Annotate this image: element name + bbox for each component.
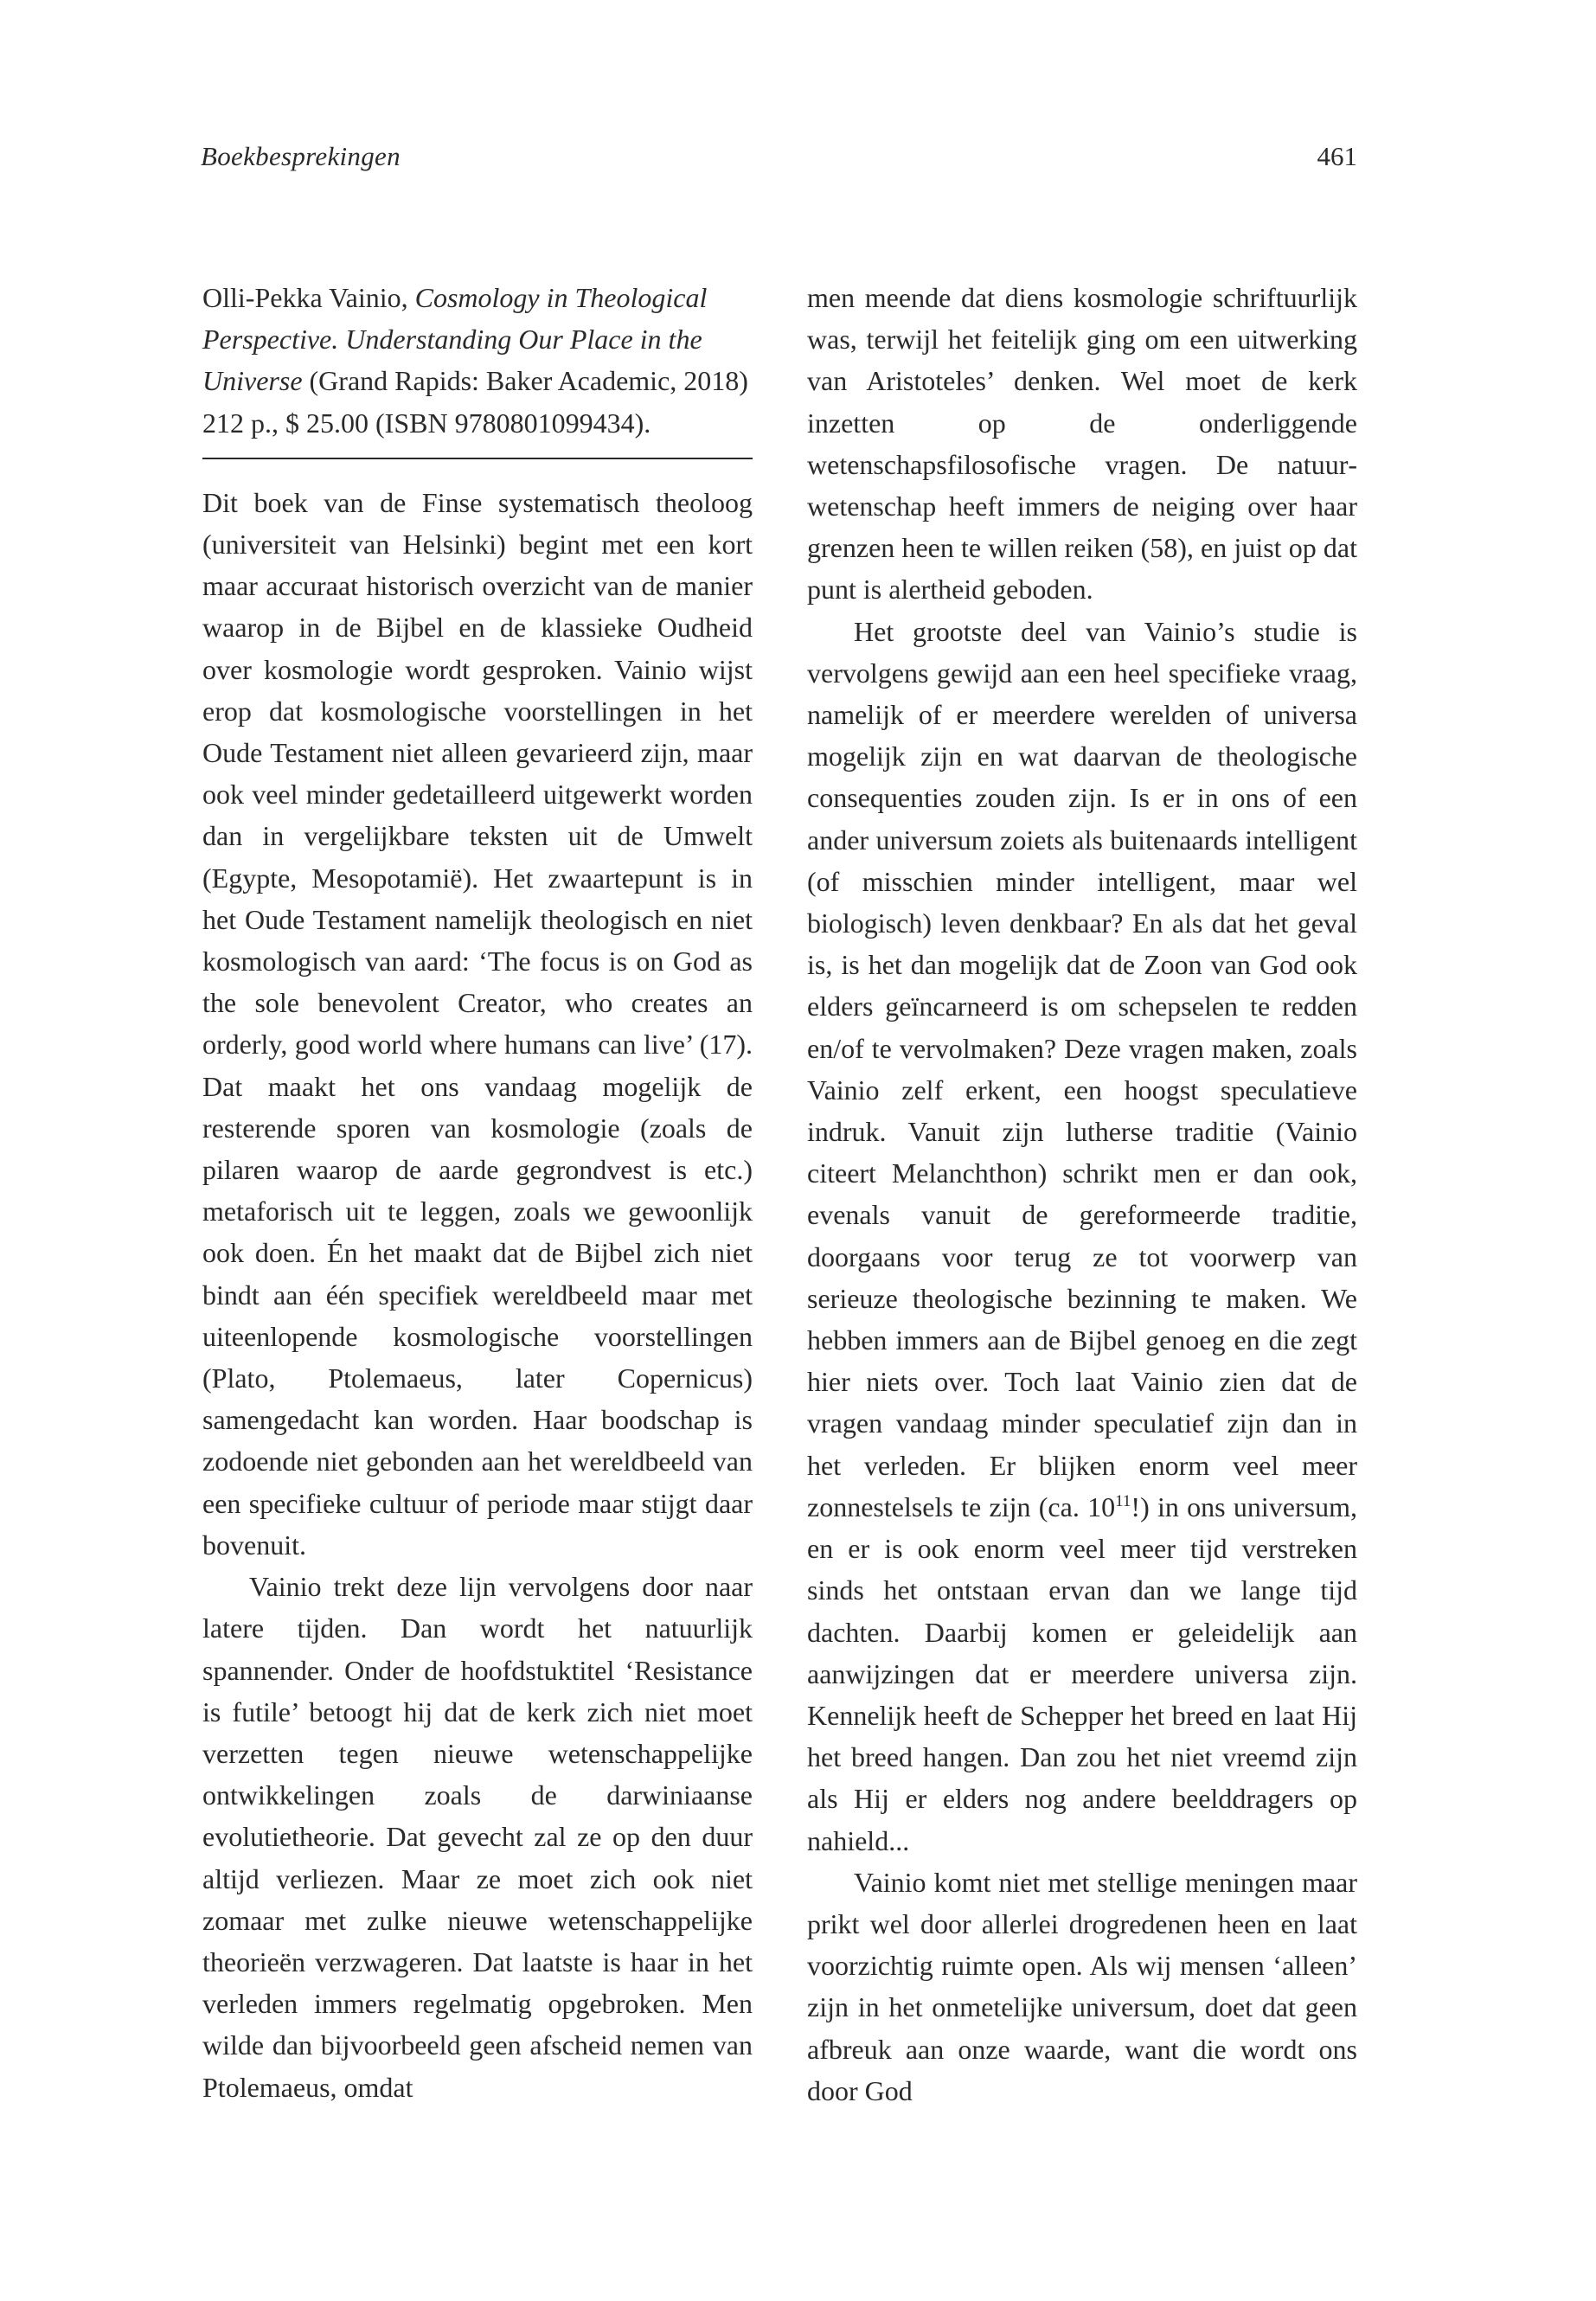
paragraph-4-text-b: !) in ons universum, en er is ook enorm veel meer tijd verstreken sinds het ontstaan ervan dan we lange tijd dachten. Daarbij komen er geleidelijk aan aanwijzingen dat er meerdere universa zijn. Kennelijk heeft de Schepper het breed en laat Hij het breed hangen. Dan zou het niet vreemd zijn als Hij er elders nog andere beelddragers op nahield... <box>807 1490 1357 1856</box>
review-paragraph-2: Vainio trekt deze lijn vervolgens door naar latere tijden. Dan wordt het natuurlijk spannender. Onder de hoofdstuktitel ‘Resistance is futile’ betoogt hij dat de kerk zich niet moet verzetten tegen nieuwe wetenschappelijke ontwikkelingen zoals de darwiniaanse evolutietheorie. Dat gevecht zal ze op den duur altijd verliezen. Maar ze moet zich ook niet zomaar met zulke nieuwe wetenschappelijke theorieën verzwageren. Dat laatste is haar in het verleden immers regelmatig opgebroken. Men wilde dan bijvoorbeeld geen afscheid nemen van Ptolemaeus, omdat <box>202 1571 753 2103</box>
running-title: Boekbesprekingen <box>201 141 401 171</box>
citation-author: Olli-Pekka Vainio, <box>202 282 415 313</box>
review-paragraph-3: men meende dat diens kosmologie schriftuurlijk was, terwijl het feitelijk ging om een uitwerking van Aristoteles’ denken. Wel moet de kerk inzetten op de onderliggende wetenschapsfilosofische vragen. De natuurwetenschap heeft immers de neiging over haar grenzen heen te willen reiken (58), en juist op dat punt is alertheid geboden. <box>807 282 1357 606</box>
citation-rule <box>202 458 753 459</box>
review-paragraph-5: Vainio komt niet met stellige meningen maar prikt wel door allerlei drogredenen heen en laat voorzichtig ruimte open. Als wij mensen ‘alleen’ zijn in het onmetelijke universum, doet dat geen afbreuk aan onze waarde, want die wordt ons door God <box>807 1866 1357 2106</box>
right-column <box>807 277 1357 2112</box>
citation-details: (Grand Rapids: Baker Academic, 2018) 212 p., $ 25.00 (ISBN 9780801099434). <box>202 365 748 439</box>
page-number: 461 <box>1317 141 1357 171</box>
review-paragraph-1: Dit boek van de Finse systematisch theoloog (universiteit van Helsinki) begint met een kort maar accuraat historisch overzicht van de manier waarop in de Bijbel en de klassieke Oudheid over kosmologie wordt gesproken. Vainio wijst erop dat kosmologische voorstellingen in het Oude Testament niet alleen gevarieerd zijn, maar ook veel minder gedetailleerd uitgewerkt worden dan in vergelijkbare teksten uit de Umwelt (Egypte, Mesopotamië). Het zwaartepunt is in het Oude Testament namelijk theologisch en niet kosmologisch van aard: ‘The focus is on God as the sole benevolent Creator, who creates an orderly, good world where humans can live’ (17). Dat maakt het ons vandaag mogelijk de resterende sporen van kosmologie (zoals de pilaren waarop de aarde gegrondvest is etc.) metaforisch uit te leggen, zoals we gewoonlijk ook doen. Én het maakt dat de Bijbel zich niet bindt aan één specifiek wereldbeeld maar met uiteenlopende kosmologische voorstellingen (Plato, Ptolemaeus, later Copernicus) samengedacht kan worden. Haar boodschap is zodoende niet gebonden aan het wereldbeeld van een specifieke cultuur of periode maar stijgt daar bovenuit. <box>202 486 753 1561</box>
citation-title: Cosmology in Theological Perspective. Understanding Our Place in the Universe <box>202 282 708 397</box>
exponent: 11 <box>1115 1491 1131 1510</box>
review-paragraph-4 <box>807 611 1357 1862</box>
left-column <box>202 277 753 2108</box>
paragraph-4-text-a: Het grootste deel van Vainio’s studie is vervolgens gewijd aan een heel specifieke vraag, namelijk of er meerdere werelden of universa mogelijk zijn en wat daarvan de theologische consequenties zouden zijn. Is er in ons of een ander universum zoiets als buitenaards intelligent (of misschien minder intelligent, maar wel biologisch) leven denkbaar? En als dat het geval is, is het dan mogelijk dat de Zoon van God ook elders geïncarneerd is om schepselen te redden en/of te vervolmaken? Deze vragen maken, zoals Vainio zelf erkent, een hoogst speculatieve indruk. Vanuit zijn lutherse traditie (Vainio citeert Melanchthon) schrikt men er dan ook, evenals vanuit de gereformeerde traditie, doorgaans voor terug ze tot voorwerp van serieuze theologische bezinning te maken. We hebben immers aan de Bijbel genoeg en die zegt hier niets over. Toch laat Vainio zien dat de vragen vandaag minder speculatief zijn dan in het verleden. Er blijken enorm veel meer zonnestelsels te zijn (ca. 10 <box>807 615 1357 1522</box>
book-citation <box>202 277 753 444</box>
